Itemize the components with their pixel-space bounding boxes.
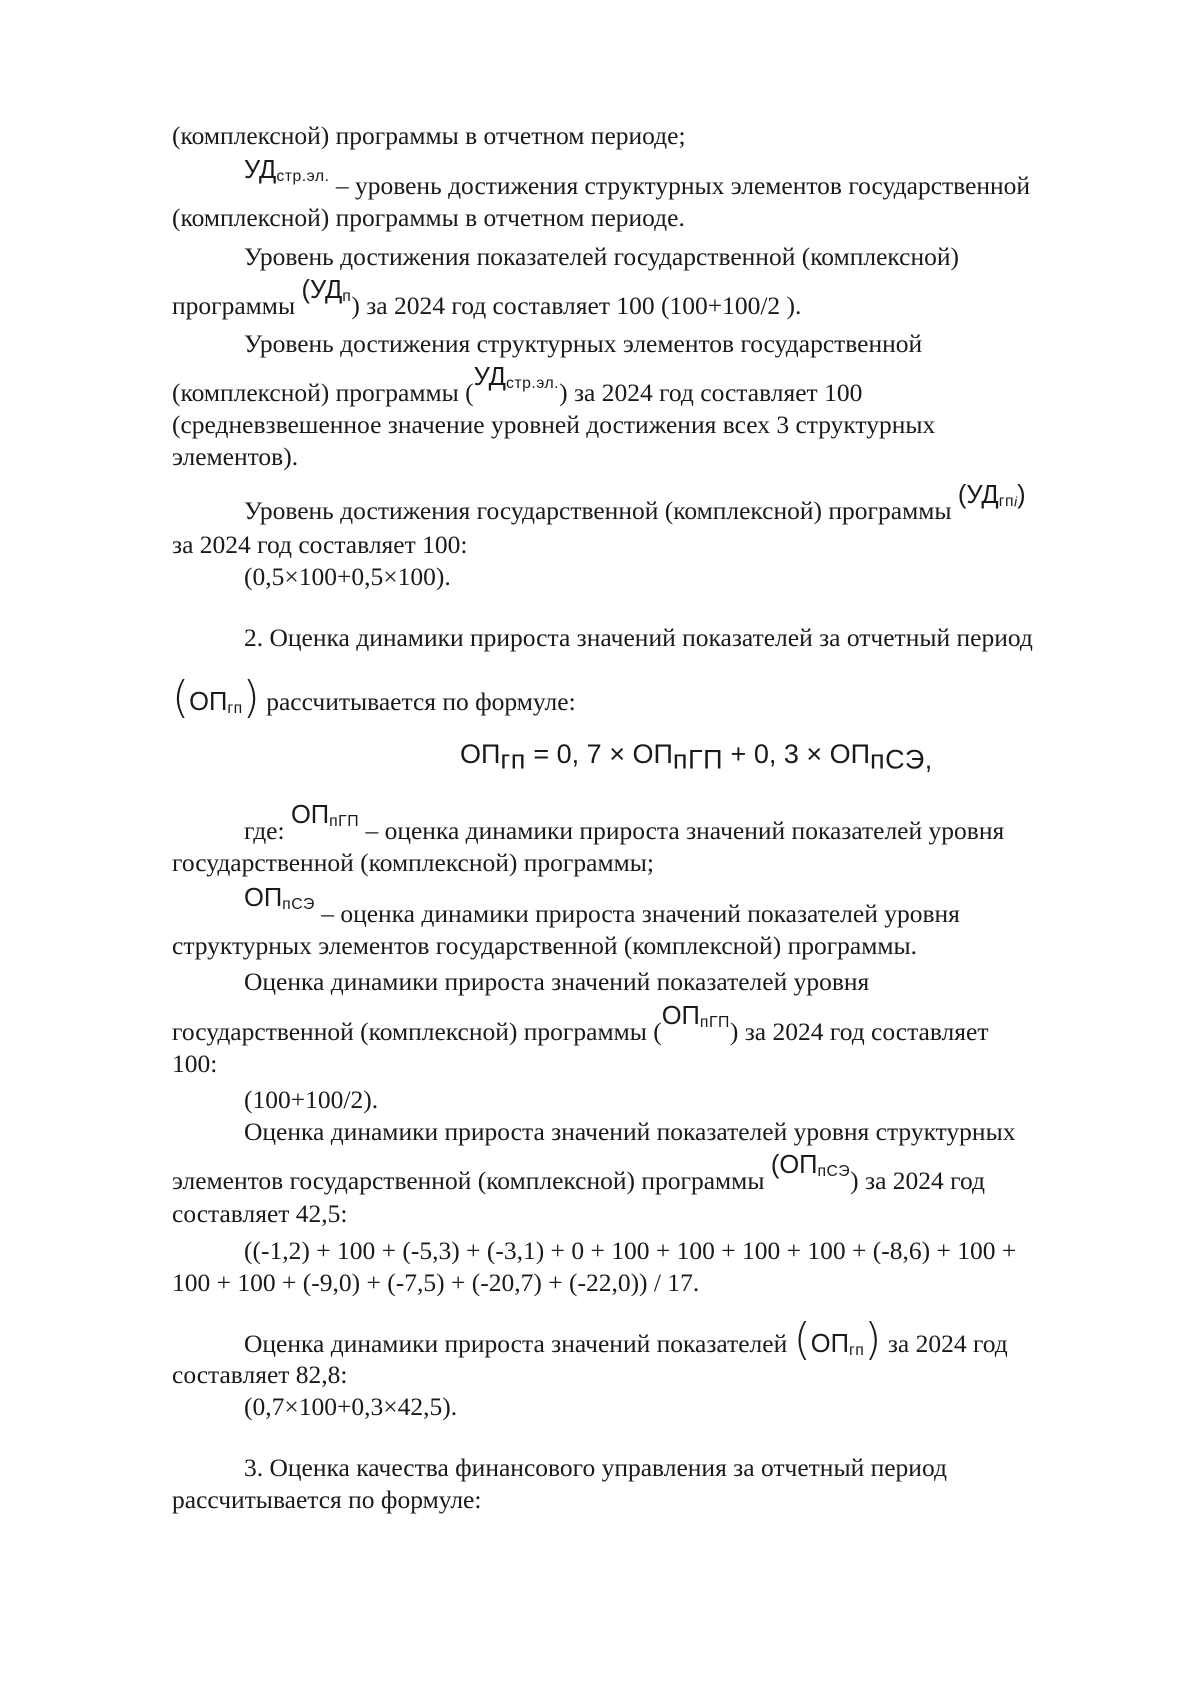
text: программы [172, 291, 296, 320]
text: рассчитывается по формуле: [266, 687, 576, 716]
text-line [244, 328, 1146, 360]
text-line [244, 622, 1146, 654]
text-line [244, 1391, 1146, 1423]
symbol-op-pse: ОПпСЭ [244, 884, 315, 914]
text-line [172, 1048, 1146, 1080]
text: ) за 2024 год [850, 1166, 985, 1195]
text: – оценка динамики прироста значений показателей уровня [365, 816, 1005, 845]
text: (комплексной) программы в отчетном периоде. [172, 203, 685, 232]
text-line [244, 1116, 1146, 1148]
text: (комплексной) программы ( [172, 378, 474, 407]
text: элементов государственной (комплексной) программы [172, 1166, 765, 1195]
text: ) за 2024 год составляет [729, 1017, 989, 1046]
text: ) за 2024 год составляет 100 (100+100/2 ). [351, 291, 802, 320]
symbol-op-pgp: ОПпГП [661, 1002, 730, 1032]
text-line [172, 1484, 1146, 1516]
symbol-ud-p: (УДп [301, 276, 352, 306]
text-line [172, 672, 1146, 725]
text: государственной (комплексной) программы; [172, 848, 654, 877]
text: составляет 42,5: [172, 1199, 348, 1228]
text: ((-1,2) + 100 + (-5,3) + (-3,1) + 0 + 100 + 100 + 100 + 100 + (-8,6) + 100 + [244, 1236, 1017, 1265]
text-line [172, 529, 1146, 561]
text-line [172, 930, 1146, 962]
text: Оценка динамики прироста значений показателей уровня [244, 967, 870, 996]
symbol-ud-str-el: УДстр.эл. [473, 363, 560, 393]
text: элементов). [172, 442, 299, 471]
text: 2. Оценка динамики прироста значений показателей за отчетный период [244, 623, 1033, 652]
text: (0,5×100+0,5×100). [244, 562, 451, 591]
text-line [172, 1198, 1146, 1230]
text: структурных элементов государственной (комплексной) программы. [172, 931, 918, 960]
text: за 2024 год составляет 100: [172, 530, 468, 559]
text: (средневзвешенное значение уровней достижения всех 3 структурных [172, 410, 936, 439]
text: составляет 82,8: [172, 1360, 348, 1389]
text: Уровень достижения структурных элементов государственной [244, 329, 923, 358]
symbol-op-pse: (ОПпСЭ [770, 1151, 851, 1181]
text-line [172, 202, 1146, 234]
text: 100: [172, 1049, 218, 1078]
symbol-ud-str-el: УДстр.эл. [244, 156, 330, 186]
text: (0,7×100+0,3×42,5). [244, 1392, 458, 1421]
text: ) за 2024 год составляет 100 [559, 378, 863, 407]
text-line [172, 409, 1146, 441]
text-line [172, 847, 1146, 879]
text-line [244, 1452, 1146, 1484]
text: за 2024 год [887, 1329, 1008, 1358]
text: (комплексной) программы в отчетном периоде; [172, 121, 686, 150]
formula-op-gp: ОПгп = 0, 7 × ОПпГП + 0, 3 × ОПпСЭ, [460, 739, 933, 775]
text: Уровень достижения показателей государственной (комплексной) [244, 242, 960, 271]
text: государственной (комплексной) программы ( [172, 1017, 662, 1046]
text-line [244, 1235, 1146, 1267]
text: Уровень достижения государственной (комплексной) программы [244, 496, 952, 525]
text: 3. Оценка качества финансового управления за отчетный период [244, 1453, 947, 1482]
text-line [172, 441, 1146, 473]
text-line [244, 561, 1146, 593]
symbol-op-gp-paren: (ОПгп) [172, 672, 260, 723]
symbol-ud-gp-i: (УДгпi) [957, 481, 1026, 511]
text-line [244, 966, 1146, 998]
text: 100 + 100 + (-9,0) + (-7,5) + (-20,7) + (-22,0)) / 17. [172, 1268, 700, 1297]
text-line [172, 1359, 1146, 1391]
text-line [244, 1084, 1146, 1116]
text: рассчитывается по формуле: [172, 1485, 482, 1514]
text: Оценка динамики прироста значений показателей уровня структурных [244, 1117, 1016, 1146]
text: – оценка динамики прироста значений показателей уровня [321, 899, 960, 928]
text-line [172, 120, 1146, 152]
text: – уровень достижения структурных элементов государственной [335, 171, 1031, 200]
symbol-op-gp-paren: (ОПгп) [793, 1314, 882, 1365]
text-line [244, 241, 1146, 273]
text: (100+100/2). [244, 1085, 379, 1114]
text-line [172, 1267, 1146, 1299]
text: Оценка динамики прироста значений показателей [244, 1329, 788, 1358]
symbol-op-pgp: ОПпГП [290, 801, 360, 831]
text: где: [244, 816, 285, 845]
text-line [172, 276, 1146, 329]
